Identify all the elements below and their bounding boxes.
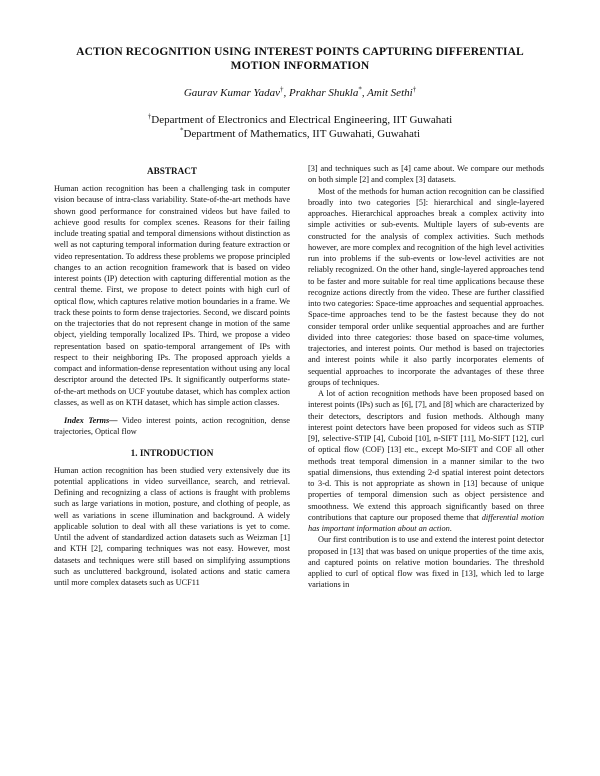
author-name: Gaurav Kumar Yadav [183,87,280,99]
affiliation-electronics [60,114,540,127]
right-paragraph-1: Most of the methods for human action recognition can be classified broadly into two categories [5]: hierarchical and single-layered approaches. Hierarchical approaches break a complex activity into simple activities or sub-events. Multiple layers of sub-events are constructed for the analysis of complex activities. Such methods however, are more complex and recognition of the high level activities run into problems if the sub-events or low-level activities are not reliably recognized. On the other hand, single-layered approaches tend to be faster and more suitable for real time applications because these recognize actions directly from the video. These are further classified into two categories: Space-time approaches and sequential approaches. Space-time approaches tend to be the fastest because they do not consider temporal order unlike sequential approaches and are further divided into three categories: those based on space-time volumes, trajectories, and interest points. Our method is based on trajectories and interest points while it also partly incorporates elements of sequential approaches to incorporate the advantages of these three groups of techniques. [308,186,544,387]
author-mark: † [279,85,284,94]
right-paragraph-2-text: A lot of action recognition methods have been proposed based on interest points (IPs) such as [6], [7], and [8] which are characterized by their detectors, descriptors and fusion methods. Although many interest point detectors have been proposed for videos such as STIP [9], selective-STIP [4], Cuboid [10], n-SIFT [11], Mo-SIFT [12], curl of optical flow (COF) [13] etc., except Mo-SIFT and COF all other methods treat temporal dimension in a manner similar to the two spatial dimensions, thus extending 2-d spatial interest point detectors to 3-d. This is not appropriate as shown in [13] because of unique properties of temporal dimension such as object persistence and smoothness. We extend this approach significantly based on three contributions that capture our proposed theme that [308,389,544,522]
author-list: Gaurav Kumar Yadav†, Prakhar Shukla*, Amit Sethi† [183,85,417,99]
index-terms-label: Index Terms— [64,416,118,425]
title-line-1: ACTION RECOGNITION USING INTEREST POINTS CAPTURING DIFFERENTIAL [76,46,524,58]
spacer [54,438,290,448]
affiliation-mathematics [60,128,540,141]
introduction-heading: 1. INTRODUCTION [130,447,214,458]
index-terms [54,415,290,438]
affiliation-mark: * [179,126,184,135]
abstract-text: Human action recognition has been a challenging task in computer vision because of intra-class variability. State-of-the-art methods have shown good performance for constrained videos but have failed to achieve good results for complex scenes. Reasons for their failing include treating spatial and temporal dimensions without distinction as well as not capturing temporal information during feature extraction or video representation. To address these problems we propose principled changes to an action recognition framework that is based on video interest points (IP) detection with capturing differential motion as the central theme. First, we propose to detect points with high curl of optical flow, which captures relative motion boundaries in a frame. We track these points to form dense trajectories. Second, we discard points on the trajectories that do not represent change in motion of the same object, yielding temporally localized IPs. Third, we propose a video representation based on spatio-temporal arrangement of IPs with respect to their neighboring IPs. The proposed approach yields a compact and information-dense representation without using any local descriptor around the detected IPs. It significantly outperforms state-of-the-art methods on UCF youtube dataset, which has complex action classes, as well as on KTH dataset, which has simple action classes. [54,184,290,407]
right-paragraph-2 [308,388,544,534]
affiliation-text: Department of Mathematics, IIT Guwahati, Guwahati [183,128,421,140]
title-line-2: MOTION INFORMATION [230,60,370,72]
index-terms-text: Video interest points, action recognition, dense trajectories, Optical flow [54,416,290,437]
right-paragraph-2-end: . [449,524,452,533]
abstract-heading: ABSTRACT [146,166,198,176]
affiliation-text: Department of Electronics and Electrical Engineering, IIT Guwahati [151,114,453,126]
spacer [54,408,290,415]
affiliation-mark: † [147,112,152,121]
author-mark: * [358,85,362,94]
left-column [54,166,290,588]
right-column [308,163,544,591]
author-mark: † [412,85,417,94]
paper-title [60,45,540,73]
author-name: Amit Sethi [367,87,413,99]
introduction-paragraph: Human action recognition has been studied very extensively due its potential applications in video surveillance, search, and retrieval. Defining and recognizing a class of actions is fraught with problems such as large variations in motion, posture, and clothing of people, as well as variations in scene illumination and background. A widely applicable solution to deal with all these variations is yet to come. Until the advent of standardized action datasets such as Weizman [1] and KTH [2], comparing techniques was not easy. However, most datasets and techniques were still based on simplifying assumptions such as uncluttered background, isolated actions and static camera until more complex datasets such as UCF11 [54,465,290,587]
right-paragraph-2-emphasis: differential motion has important information about an action [308,512,544,533]
right-paragraph-3: Our first contribution is to use and extend the interest point detector proposed in [13] that was based on unique properties of the time axis, and captured points on relative motion boundaries. The threshold applied to curl of optical flow was fixed in [13], which led to large variations in [308,535,544,590]
right-paragraph-0: [3] and techniques such as [4] came about. We compare our methods on both simple [2] and complex [3] datasets. [308,164,544,185]
author-name: Prakhar Shukla [288,87,359,99]
